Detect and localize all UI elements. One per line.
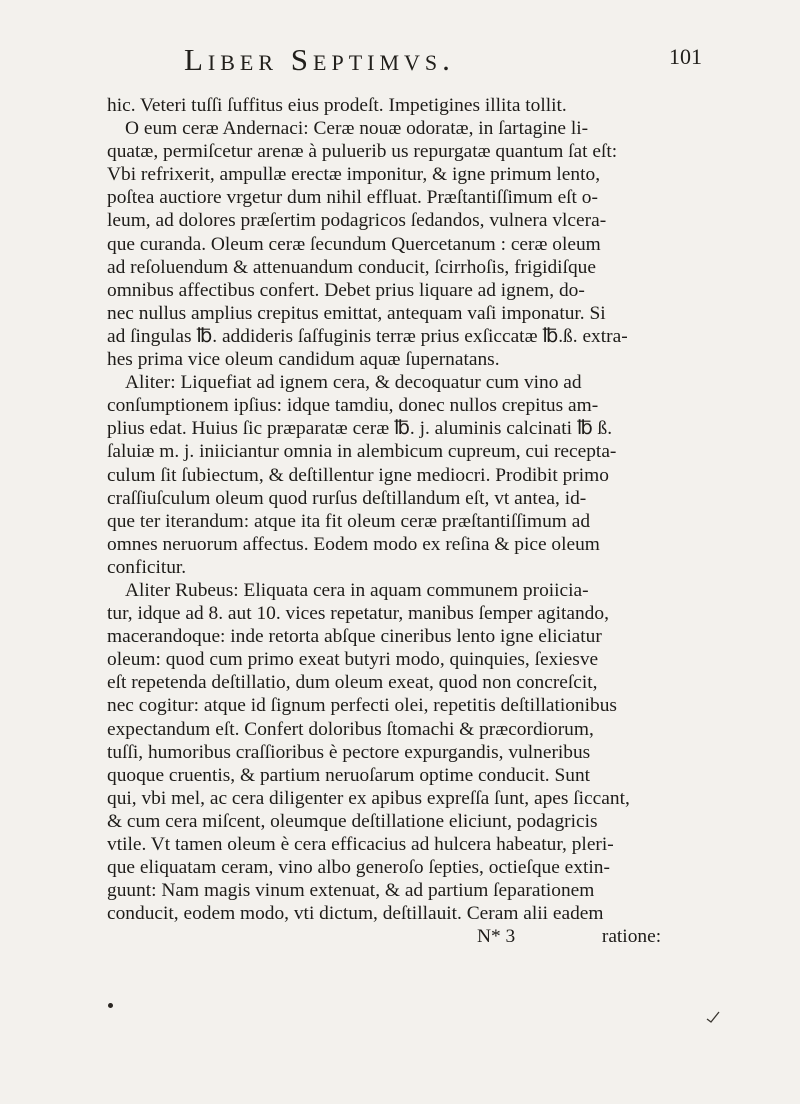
text-line: Vbi refrixerit, ampullæ erectæ imponitur, & igne primum lento, <box>107 164 601 186</box>
text-line: Aliter: Liquefiat ad ignem cera, & decoquatur cum vino ad <box>125 372 582 394</box>
text-line: & cum cera miſcent, oleumque deſtillatione eliciunt, podagricis <box>107 810 598 832</box>
text-line: omnes neruorum affectus. Eodem modo ex reſina & pice oleum <box>107 533 600 555</box>
text-line: hes prima vice oleum candidum aquæ ſupernatans. <box>107 349 500 371</box>
text-line: quoque cruentis, & partium neruoſarum optime conducit. Sunt <box>107 764 591 786</box>
text-line: plius edat. Huius ſic præparatæ ceræ ℔. j. aluminis calcinati ℔ ß. <box>107 418 613 440</box>
text-line: conducit, eodem modo, vti dictum, deſtillauit. Ceram alii eadem <box>107 903 604 925</box>
running-head <box>184 42 702 82</box>
text-line: quatæ, permiſcetur arenæ à puluerib us repurgatæ quantum ſat eſt: <box>107 141 618 163</box>
text-line: eſt repetenda deſtillatio, dum oleum exeat, quod non concreſcit, <box>107 672 598 694</box>
text-line: oleum: quod cum primo exeat butyri modo, quinquies, ſexiesve <box>107 649 599 671</box>
text-line: ſaluiæ m. j. iniiciantur omnia in alembicum cupreum, cui recepta- <box>107 441 617 463</box>
pencil-check-mark <box>706 1010 720 1024</box>
text-line: nec cogitur: atque id ſignum perfecti olei, repetitis deſtillationibus <box>107 695 617 717</box>
text-line: culum ſit ſubiectum, & deſtillentur igne mediocri. Prodibit primo <box>107 464 609 486</box>
text-line: tur, idque ad 8. aut 10. vices repetatur, manibus ſemper agitando, <box>107 603 609 625</box>
text-line: ad ſingulas ℔. addideris ſaſfuginis terræ prius exſiccatæ ℔.ß. extra- <box>107 325 628 347</box>
text-line: que eliquatam ceram, vino albo generoſo ſepties, octieſque extin- <box>107 857 610 879</box>
text-line: O eum ceræ Andernaci: Ceræ nouæ odoratæ, in ſartagine li- <box>125 118 589 140</box>
text-line: ad reſoluendum & attenuandum conducit, ſcirrhoſis, frigidiſque <box>107 256 596 278</box>
text-line: qui, vbi mel, ac cera diligenter ex apibus expreſſa ſunt, apes ſiccant, <box>107 787 630 809</box>
text-line: leum, ad dolores præſertim podagricos ſedandos, vulnera vlcera- <box>107 210 607 232</box>
text-line: omnibus affectibus confert. Debet prius liquare ad ignem, do- <box>107 279 585 301</box>
text-line: hic. Veteri tuſſi ſuffitus eius prodeſt. Impetigines illita tollit. <box>107 95 567 116</box>
page-number: 101 <box>669 44 702 69</box>
text-line: conſumptionem ipſius: idque tamdiu, donec nullos crepitus am- <box>107 395 599 417</box>
text-line: poſtea auctiore vrgetur dum nihil effluat. Præſtantiſſimum eſt o- <box>107 187 598 209</box>
running-title: Liber Septimvs. <box>184 42 455 77</box>
catchword: ratione: <box>601 926 662 948</box>
ink-speck <box>108 1003 113 1008</box>
text-line: tuſſi, humoribus craſſioribus è pectore expurgandis, vulneribus <box>107 741 591 763</box>
text-line: nec nullus amplius crepitus emittat, antequam vaſi imponatur. Si <box>107 302 606 324</box>
text-line: expectandum eſt. Confert doloribus ſtomachi & præcordiorum, <box>107 718 594 740</box>
signature-line <box>107 925 725 948</box>
text-line: craſſiuſculum oleum quod rurſus deſtillandum eſt, vt antea, id- <box>107 487 587 509</box>
text-line: vtile. Vt tamen oleum è cera efficacius ad hulcera habeatur, pleri- <box>107 834 614 855</box>
signature-mark: N* 3 <box>477 926 516 948</box>
text-line: que curanda. Oleum ceræ ſecundum Quercetanum : ceræ oleum <box>107 233 601 255</box>
text-line: macerandoque: inde retorta abſque cineribus lento igne eliciatur <box>107 626 602 648</box>
text-line: guunt: Nam magis vinum extenuat, & ad partium ſeparationem <box>107 880 595 902</box>
text-line: conficitur. <box>107 556 187 578</box>
text-line: Aliter Rubeus: Eliquata cera in aquam communem proiicia- <box>125 579 589 601</box>
body-text <box>107 94 725 948</box>
text-line: que ter iterandum: atque ita fit oleum ceræ præſtantiſſimum ad <box>107 510 591 532</box>
